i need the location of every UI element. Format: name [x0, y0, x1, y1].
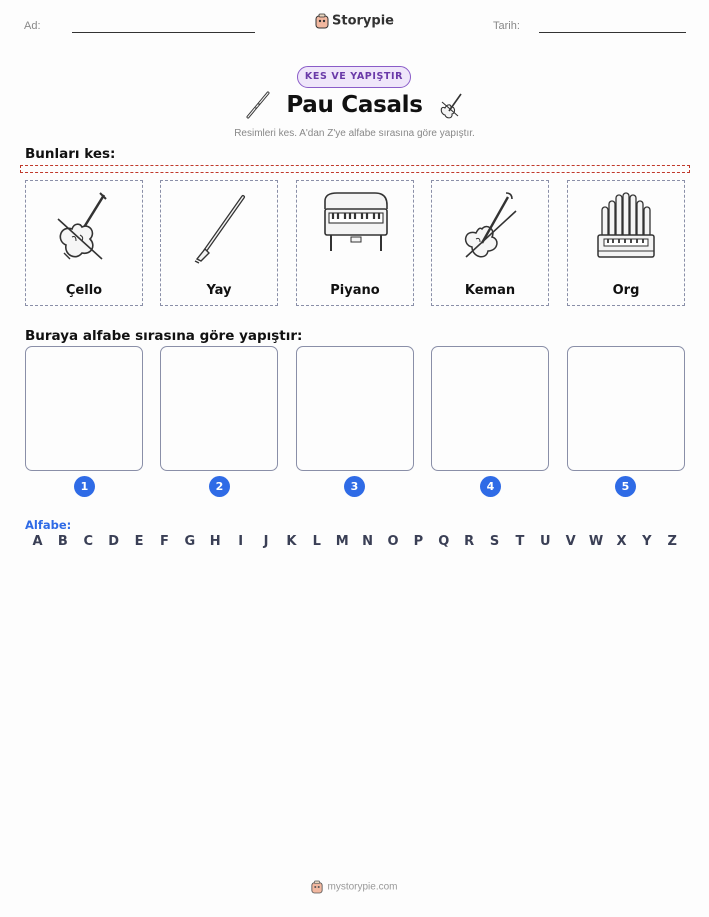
alphabet-letter: H: [209, 534, 221, 549]
violin-icon: [456, 189, 526, 269]
number-badge-3: 3: [344, 476, 365, 497]
alphabet-letter: K: [286, 534, 297, 549]
brand: [0, 13, 709, 29]
cut-card-label: Yay: [206, 283, 232, 298]
alphabet-letter: M: [335, 534, 349, 549]
cut-line: [20, 165, 690, 173]
alphabet-letter: S: [489, 534, 500, 549]
alphabet-letter: N: [362, 534, 374, 549]
alphabet-letter: T: [515, 534, 525, 549]
alphabet-letter: L: [312, 534, 321, 549]
alphabet-letter: U: [540, 534, 551, 549]
alphabet-letter: P: [413, 534, 424, 549]
cut-card-label: Piyano: [330, 283, 380, 298]
cut-card-bow[interactable]: [160, 180, 278, 306]
number-badge-2: 2: [209, 476, 230, 497]
number-badge-5: 5: [615, 476, 636, 497]
alphabet-letter: D: [108, 534, 120, 549]
paste-box-4[interactable]: [431, 346, 549, 471]
alphabet-letter: F: [160, 534, 169, 549]
alphabet-letter: E: [134, 534, 144, 549]
alphabet-letter: Y: [642, 534, 652, 549]
cut-card-label: Org: [612, 283, 640, 298]
storypie-logo-icon: [315, 13, 329, 29]
alphabet-letter: Q: [438, 534, 450, 549]
alphabet-letter: V: [565, 534, 576, 549]
organ-icon: [592, 189, 662, 269]
cut-section-title: Bunları kes:: [25, 146, 116, 162]
cut-card-cello[interactable]: [25, 180, 143, 306]
number-badge-4: 4: [480, 476, 501, 497]
piano-icon: [321, 189, 391, 269]
alphabet-letter: G: [184, 534, 196, 549]
name-line: [72, 32, 255, 33]
alphabet-letter: R: [464, 534, 475, 549]
alphabet-letter: W: [588, 534, 604, 549]
date-label: Tarih:: [493, 20, 520, 32]
alphabet-letter: C: [83, 534, 94, 549]
name-label: Ad:: [24, 20, 41, 32]
cut-card-violin[interactable]: [431, 180, 549, 306]
paste-section-title: Buraya alfabe sırasına göre yapıştır:: [25, 328, 303, 344]
brand-name: Storypie: [332, 13, 394, 29]
alphabet-letter: B: [57, 534, 68, 549]
footer: [0, 880, 709, 894]
number-badge-1: 1: [74, 476, 95, 497]
cut-card-organ[interactable]: [567, 180, 685, 306]
cut-card-label: Çello: [65, 283, 103, 298]
paste-box-1[interactable]: [25, 346, 143, 471]
alphabet-label: Alfabe:: [25, 518, 72, 532]
instructions: Resimleri kes. A'dan Z'ye alfabe sırasına göre yapıştır.: [234, 128, 475, 139]
alphabet-row: [25, 534, 685, 549]
paste-box-2[interactable]: [160, 346, 278, 471]
violin-title-icon: [436, 90, 466, 122]
storypie-logo-icon: [311, 880, 323, 894]
paste-box-5[interactable]: [567, 346, 685, 471]
alphabet-letter: Z: [667, 534, 677, 549]
paste-box-3[interactable]: [296, 346, 414, 471]
cut-card-label: Keman: [464, 283, 516, 298]
alphabet-letter: J: [263, 534, 269, 549]
activity-type-badge: KES VE YAPIŞTIR: [297, 66, 411, 88]
alphabet-letter: A: [32, 534, 43, 549]
footer-url[interactable]: mystorypie.com: [327, 881, 398, 893]
alphabet-letter: X: [616, 534, 627, 549]
bow-icon: [185, 189, 255, 269]
date-line: [539, 32, 686, 33]
cut-card-piano[interactable]: [296, 180, 414, 306]
alphabet-letter: I: [238, 534, 244, 549]
page-title: Pau Casals: [286, 92, 423, 118]
alphabet-letter: O: [387, 534, 399, 549]
cello-icon: [50, 189, 120, 269]
